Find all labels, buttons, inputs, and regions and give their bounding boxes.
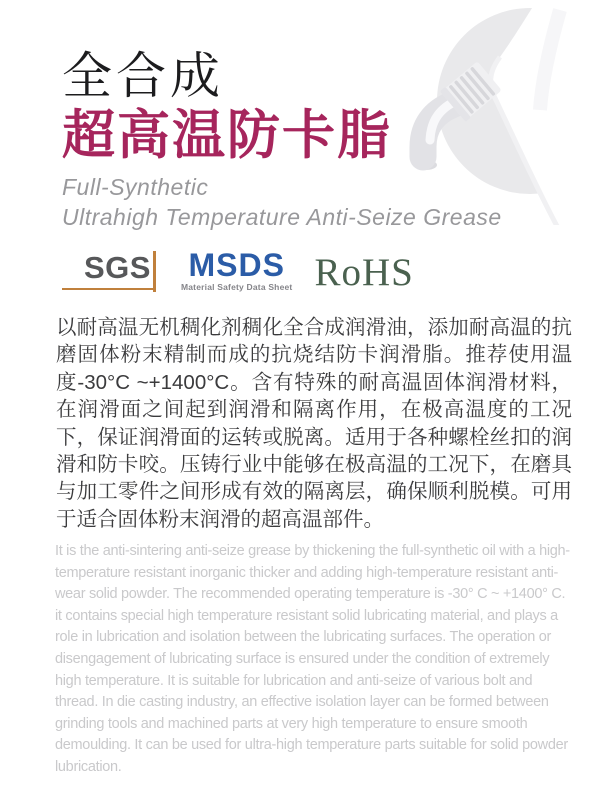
certification-logos-row [62, 247, 414, 294]
rohs-logo [314, 251, 414, 294]
sgs-label: SGS [84, 250, 151, 285]
rohs-label: RoHS [314, 251, 414, 294]
msds-logo [180, 247, 293, 292]
sgs-logo [62, 250, 159, 290]
sgs-underline [62, 288, 156, 291]
subtitle-en-line1: Full-Synthetic [62, 174, 209, 200]
sgs-vertical-line [153, 251, 156, 292]
description-english: It is the anti-sintering anti-seize grease by thickening the full-synthetic oil with a high-temperature resistant inorganic thicker and adding high-temperature resistant anti-wear solid powder. The recommended operating temperature is -30° C ~ +1400° C. it contains special high temperature resistant solid lubricating material, and plays a role in lubrication and isolation between the lubricating surfaces. The operation or disengagement of lubricating surface is ensured under the condition of extremely high temperature. It is suitable for lubrication and anti-seize of various bolt and thread. In die casting industry, an effective isolation layer can be formed between grinding tools and machined parts at very high temperature to ensure smooth demoulding. It can be used for ultra-high temperature parts suitable for solid powder lubrication. [55, 543, 570, 775]
page-title-block [62, 46, 502, 232]
title-cn-line2: 超高温防卡脂 [62, 106, 392, 165]
msds-label: MSDS [188, 247, 285, 283]
msds-tagline: Material Safety Data Sheet [180, 282, 293, 292]
description-chinese: 以耐高温无机稠化剂稠化全合成润滑油，添加耐高温的抗磨固体粉末精制而成的抗烧结防卡润滑脂。推荐使用温度-30°C ~+1400°C。含有特殊的耐高温固体润滑材料，在润滑面之间起到润滑和隔离作用，在极高温度的工况下，保证润滑面的运转或脱离。适用于各种螺栓丝扣的润滑和防卡咬。压铸行业中能够在极高温的工况下，在磨具与加工零件之间形成有效的隔离层，确保顺利脱模。可用于适合固体粉末润滑的超高温部件。 [56, 316, 572, 531]
title-cn-line1: 全合成 [62, 48, 224, 104]
subtitle-en-line2: Ultrahigh Temperature Anti-Seize Grease [62, 204, 502, 230]
